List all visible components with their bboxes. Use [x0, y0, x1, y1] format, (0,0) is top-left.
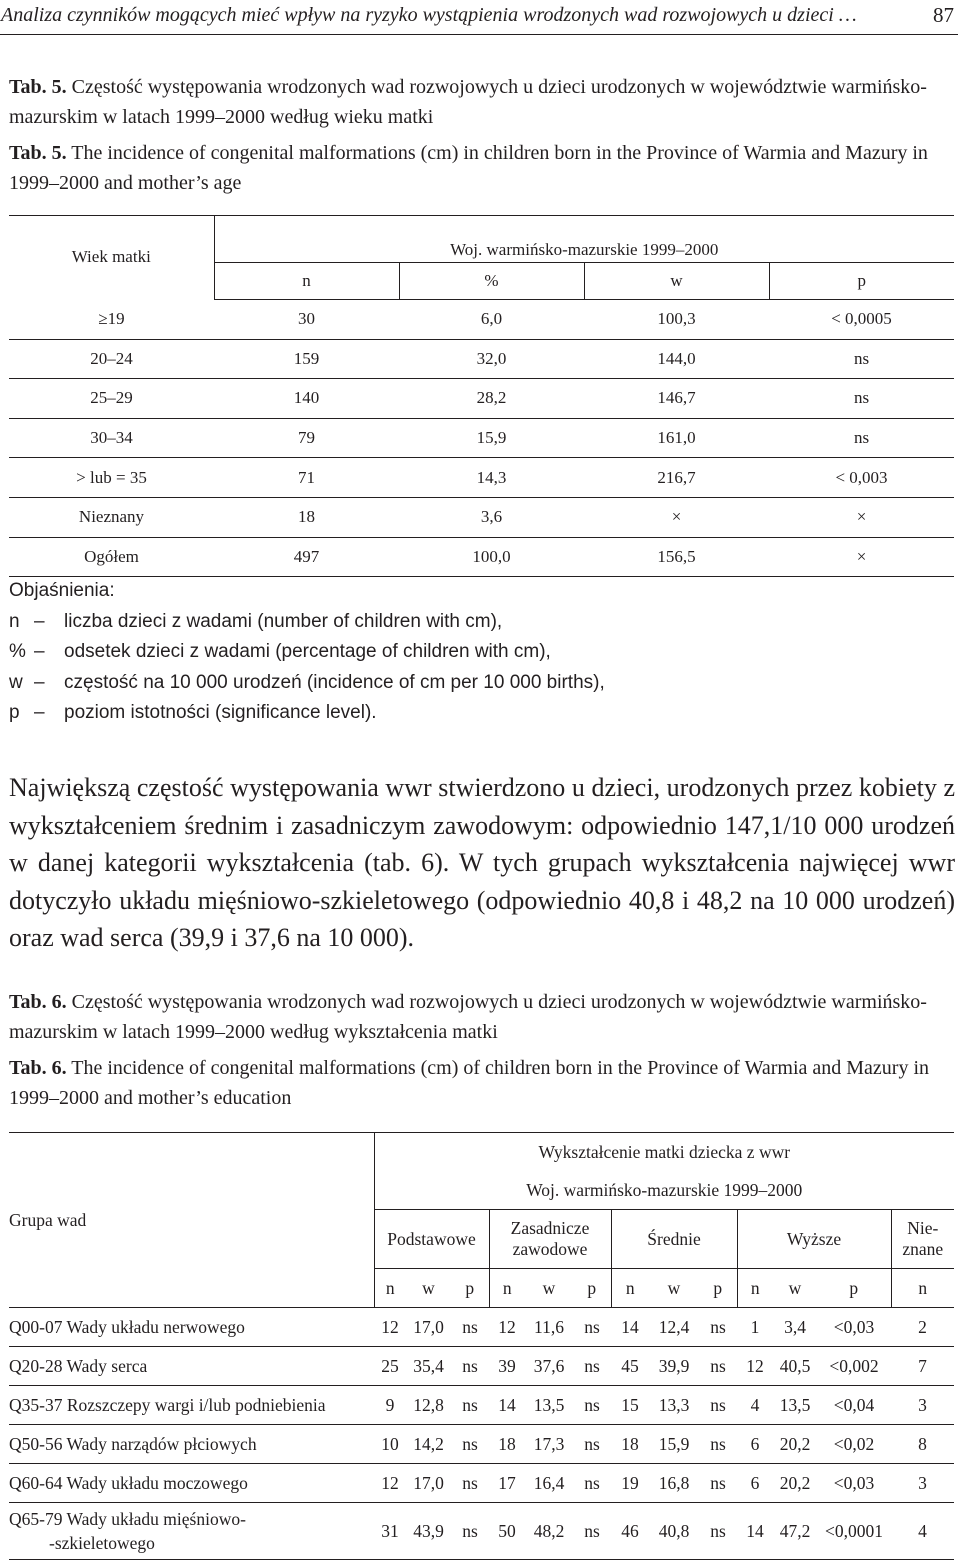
- table-cell: 14,2: [406, 1425, 451, 1464]
- row-label: Q35-37 Rozszczepy wargi i/lub podniebienia: [9, 1386, 374, 1425]
- cell-pct: 100,0: [399, 537, 584, 577]
- subcol-header: p: [699, 1269, 737, 1308]
- table-cell: 48,2: [525, 1503, 573, 1560]
- table-cell: 35,4: [406, 1347, 451, 1386]
- explanation-text: poziom istotności (significance level).: [64, 702, 377, 723]
- table-cell: 12,8: [406, 1386, 451, 1425]
- table5-col-w: w: [584, 263, 769, 300]
- subcol-header: p: [451, 1269, 489, 1308]
- table-cell: 18: [489, 1425, 525, 1464]
- table-cell: 43,9: [406, 1503, 451, 1560]
- explanation-key: w: [9, 671, 23, 693]
- table-cell: 3: [891, 1386, 954, 1425]
- explanation-dash: –: [34, 671, 45, 693]
- table6: [9, 1132, 954, 1560]
- table5: [9, 215, 954, 577]
- cell-w: 161,0: [584, 418, 769, 458]
- body-paragraph: Największą częstość występowania wwr stwierdzono u dzieci, urodzonych przez kobiety z wykształceniem średnim i zasadniczym zawodowym: odpowiednio 147,1/10 000 urodzeń w danej kategorii wykształcenia (tab. 6). W tych grupach wykształcenia najwięcej wwr dotyczyło układu mięśniowo-szkieletowego (odpowiednio 40,8 i 48,2 na 10 000 urodzeń) oraz wad serca (39,9 i 37,6 na 10 000).: [9, 773, 955, 952]
- table-row: [9, 300, 954, 340]
- table-cell: 14: [489, 1386, 525, 1425]
- subcol-header: p: [573, 1269, 611, 1308]
- explanation-dash: –: [34, 610, 45, 632]
- table-cell: ns: [573, 1386, 611, 1425]
- table5-caption-en: [9, 138, 954, 198]
- subcol-header: w: [525, 1269, 573, 1308]
- table-cell: 16,4: [525, 1464, 573, 1503]
- row-label: 25–29: [9, 379, 214, 419]
- table-cell: 8: [891, 1425, 954, 1464]
- table-cell: 11,6: [525, 1308, 573, 1347]
- table-cell: 19: [611, 1464, 649, 1503]
- explanation-key: n: [9, 610, 20, 632]
- row-label: > lub = 35: [9, 458, 214, 498]
- cell-n: 18: [214, 497, 399, 537]
- table-cell: 3: [891, 1464, 954, 1503]
- subcol-header: w: [406, 1269, 451, 1308]
- table-cell: 12: [374, 1464, 406, 1503]
- explanation-text: częstość na 10 000 urodzeń (incidence of cm per 10 000 births),: [64, 671, 605, 693]
- explanation-item: [9, 607, 605, 638]
- subcol-header: n: [489, 1269, 525, 1308]
- table6-row-header: Grupa wad: [9, 1133, 374, 1308]
- table-cell: 15,9: [649, 1425, 699, 1464]
- cell-n: 140: [214, 379, 399, 419]
- table-cell: 37,6: [525, 1347, 573, 1386]
- table-row: [9, 1503, 954, 1560]
- table-cell: ns: [451, 1503, 489, 1560]
- table-row: [9, 537, 954, 577]
- cell-pct: 32,0: [399, 339, 584, 379]
- table5-caption-pl: [9, 72, 954, 132]
- table-cell: 7: [891, 1347, 954, 1386]
- table-cell: 25: [374, 1347, 406, 1386]
- table-cell: ns: [573, 1425, 611, 1464]
- table-cell: 6: [737, 1425, 773, 1464]
- table-cell: <0,02: [817, 1425, 891, 1464]
- table-cell: <0,03: [817, 1464, 891, 1503]
- cell-n: 497: [214, 537, 399, 577]
- cell-pct: 6,0: [399, 300, 584, 340]
- table-cell: 20,2: [773, 1464, 817, 1503]
- table-cell: 40,8: [649, 1503, 699, 1560]
- running-head-title: Analiza czynników mogących mieć wpływ na ryzyko wystąpienia wrodzonych wad rozwojowych u dzieci …: [1, 4, 857, 26]
- cell-n: 159: [214, 339, 399, 379]
- table-row: [9, 1347, 954, 1386]
- table5-row-header: Wiek matki: [9, 216, 214, 300]
- table-cell: 39: [489, 1347, 525, 1386]
- subcol-header: p: [817, 1269, 891, 1308]
- table-cell: 14: [737, 1503, 773, 1560]
- explanation-item: [9, 668, 605, 699]
- table5-col-n: n: [214, 263, 399, 300]
- table-cell: <0,03: [817, 1308, 891, 1347]
- table-cell: 45: [611, 1347, 649, 1386]
- table-cell: 13,3: [649, 1386, 699, 1425]
- cell-n: 30: [214, 300, 399, 340]
- table-cell: 6: [737, 1464, 773, 1503]
- table-row: [9, 339, 954, 379]
- explanations: [9, 576, 605, 729]
- cell-n: 71: [214, 458, 399, 498]
- row-label: Q60-64 Wady układu moczowego: [9, 1464, 374, 1503]
- cell-w: 144,0: [584, 339, 769, 379]
- table6-caption-en: [9, 1053, 954, 1113]
- table-cell: 13,5: [773, 1386, 817, 1425]
- table6-region-header: Woj. warmińsko-mazurskie 1999–2000: [374, 1171, 954, 1210]
- table5-caption-pl-text: Częstość występowania wrodzonych wad rozwojowych u dzieci urodzonych w województwie warmińsko-mazurskim w latach 1999–2000 według wieku matki: [9, 76, 927, 128]
- cell-w: 156,5: [584, 537, 769, 577]
- table-row: [9, 1308, 954, 1347]
- running-head: [0, 0, 958, 35]
- table-cell: ns: [573, 1347, 611, 1386]
- table-cell: 13,5: [525, 1386, 573, 1425]
- table-row: [9, 1464, 954, 1503]
- row-label: 20–24: [9, 339, 214, 379]
- subcol-header: n: [374, 1269, 406, 1308]
- subcol-header: n: [737, 1269, 773, 1308]
- explanation-item: [9, 637, 605, 668]
- table-cell: 12: [374, 1308, 406, 1347]
- table-row: [9, 379, 954, 419]
- cell-n: 79: [214, 418, 399, 458]
- subcol-header: w: [649, 1269, 699, 1308]
- table-cell: ns: [573, 1464, 611, 1503]
- table-cell: ns: [573, 1503, 611, 1560]
- cell-w: ×: [584, 497, 769, 537]
- table-cell: ns: [573, 1308, 611, 1347]
- table-cell: ns: [451, 1425, 489, 1464]
- table-cell: ns: [451, 1386, 489, 1425]
- table-cell: 10: [374, 1425, 406, 1464]
- group-podstawowe: Podstawowe: [374, 1210, 489, 1269]
- table-cell: 17,0: [406, 1464, 451, 1503]
- table-cell: 3,4: [773, 1308, 817, 1347]
- table-cell: ns: [699, 1347, 737, 1386]
- table-cell: 50: [489, 1503, 525, 1560]
- explanation-dash: –: [34, 702, 45, 723]
- explanations-title: Objaśnienia:: [9, 580, 115, 601]
- row-label: 30–34: [9, 418, 214, 458]
- cell-p: ×: [769, 537, 954, 577]
- table-cell: 12: [489, 1308, 525, 1347]
- table-cell: 9: [374, 1386, 406, 1425]
- table6-caption-pl: [9, 987, 954, 1047]
- table5-col-pct: %: [399, 263, 584, 300]
- table-cell: 1: [737, 1308, 773, 1347]
- cell-p: ns: [769, 379, 954, 419]
- row-label: Q00-07 Wady układu nerwowego: [9, 1308, 374, 1347]
- row-label-line2: -szkieletowego: [49, 1533, 155, 1553]
- cell-p: < 0,0005: [769, 300, 954, 340]
- table5-group-header: Woj. warmińsko-mazurskie 1999–2000: [214, 216, 954, 263]
- table-cell: 12: [737, 1347, 773, 1386]
- table6-label-pl: Tab. 6.: [9, 991, 67, 1013]
- subcol-header: n: [891, 1269, 954, 1308]
- table5-label-en: Tab. 5.: [9, 142, 67, 164]
- group-zasadnicze-line2: zawodowe: [512, 1239, 588, 1259]
- table-cell: ns: [699, 1425, 737, 1464]
- table-cell: 15: [611, 1386, 649, 1425]
- table6-top-header: Wykształcenie matki dziecka z wwr: [374, 1133, 954, 1172]
- table-cell: 14: [611, 1308, 649, 1347]
- table-cell: ns: [699, 1308, 737, 1347]
- table-cell: 12,4: [649, 1308, 699, 1347]
- table-row: [9, 418, 954, 458]
- cell-pct: 15,9: [399, 418, 584, 458]
- table-cell: 20,2: [773, 1425, 817, 1464]
- table-row: [9, 497, 954, 537]
- explanation-key: %: [9, 641, 26, 662]
- page-number: 87: [933, 3, 954, 27]
- table-cell: 46: [611, 1503, 649, 1560]
- row-label: Q20-28 Wady serca: [9, 1347, 374, 1386]
- table-cell: 31: [374, 1503, 406, 1560]
- cell-p: ns: [769, 339, 954, 379]
- table6-caption-pl-text: Częstość występowania wrodzonych wad rozwojowych u dzieci urodzonych w województwie warmińsko-mazurskim w latach 1999–2000 według wykształcenia matki: [9, 991, 927, 1043]
- table-cell: <0,0001: [817, 1503, 891, 1560]
- table6-label-en: Tab. 6.: [9, 1057, 67, 1079]
- table-row: [9, 1425, 954, 1464]
- table-row: [9, 1386, 954, 1425]
- table5-caption-en-text: The incidence of congenital malformations (cm) in children born in the Province of Warmia and Mazury in 1999–2000 and mother’s age: [9, 142, 928, 194]
- group-nieznane-line2: znane: [902, 1239, 944, 1259]
- explanation-key: p: [9, 702, 20, 723]
- cell-pct: 14,3: [399, 458, 584, 498]
- table-cell: 40,5: [773, 1347, 817, 1386]
- table-cell: 47,2: [773, 1503, 817, 1560]
- table-cell: 4: [737, 1386, 773, 1425]
- row-label: Ogółem: [9, 537, 214, 577]
- row-label: [9, 1503, 374, 1560]
- table-cell: 16,8: [649, 1464, 699, 1503]
- subcol-header: n: [611, 1269, 649, 1308]
- table6-caption-en-text: The incidence of congenital malformations (cm) of children born in the Province of Warmia and Mazury in 1999–2000 and mother’s education: [9, 1057, 930, 1109]
- cell-w: 146,7: [584, 379, 769, 419]
- row-label: Nieznany: [9, 497, 214, 537]
- table5-col-p: p: [769, 263, 954, 300]
- table-cell: ns: [699, 1503, 737, 1560]
- subcol-header: w: [773, 1269, 817, 1308]
- table-cell: 18: [611, 1425, 649, 1464]
- table-cell: <0,04: [817, 1386, 891, 1425]
- cell-w: 100,3: [584, 300, 769, 340]
- table-cell: 39,9: [649, 1347, 699, 1386]
- table-cell: <0,002: [817, 1347, 891, 1386]
- table-cell: 17,0: [406, 1308, 451, 1347]
- table-cell: ns: [451, 1308, 489, 1347]
- cell-w: 216,7: [584, 458, 769, 498]
- group-srednie: Średnie: [611, 1210, 737, 1269]
- explanation-dash: –: [34, 641, 45, 662]
- group-zasadnicze: [489, 1210, 611, 1269]
- table-cell: ns: [451, 1347, 489, 1386]
- cell-p: ns: [769, 418, 954, 458]
- group-wyzsze: Wyższe: [737, 1210, 891, 1269]
- group-zasadnicze-line1: Zasadnicze: [510, 1218, 590, 1238]
- table-cell: 17,3: [525, 1425, 573, 1464]
- group-nieznane: [891, 1210, 954, 1269]
- explanation-text: liczba dzieci z wadami (number of children with cm),: [64, 610, 503, 632]
- table-row: [9, 458, 954, 498]
- cell-pct: 28,2: [399, 379, 584, 419]
- explanation-item: [9, 698, 605, 729]
- table-cell: 4: [891, 1503, 954, 1560]
- table-cell: 2: [891, 1308, 954, 1347]
- table-cell: 17: [489, 1464, 525, 1503]
- cell-p: ×: [769, 497, 954, 537]
- row-label: Q50-56 Wady narządów płciowych: [9, 1425, 374, 1464]
- cell-pct: 3,6: [399, 497, 584, 537]
- row-label: ≥19: [9, 300, 214, 340]
- table-cell: ns: [451, 1464, 489, 1503]
- explanation-text: odsetek dzieci z wadami (percentage of children with cm),: [64, 641, 551, 662]
- table-cell: ns: [699, 1464, 737, 1503]
- table5-label-pl: Tab. 5.: [9, 76, 67, 98]
- group-nieznane-line1: Nie-: [907, 1218, 939, 1238]
- table-cell: ns: [699, 1386, 737, 1425]
- row-label-line1: Q65-79 Wady układu mięśniowo-: [9, 1509, 246, 1529]
- cell-p: < 0,003: [769, 458, 954, 498]
